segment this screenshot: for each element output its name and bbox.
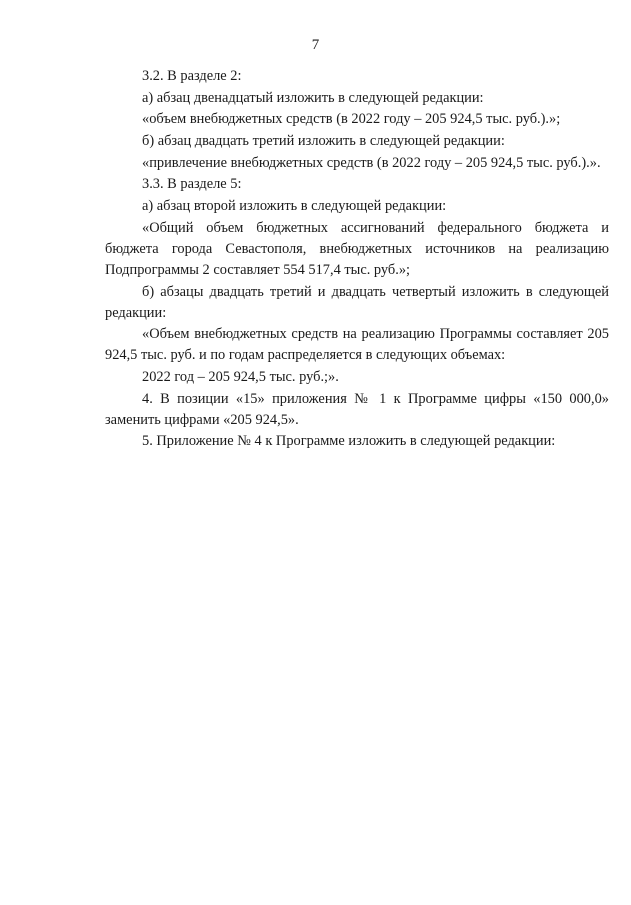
- paragraph-3-3-b: б) абзацы двадцать третий и двадцать четвертый изложить в следующей редакции:: [105, 283, 609, 321]
- paragraph-3-2: 3.2. В разделе 2:: [142, 68, 242, 84]
- paragraph-4: 4. В позиции «15» приложения № 1 к Программе цифры «150 000,0» заменить цифрами «205 924,5».: [105, 390, 609, 428]
- paragraph-3-2-b: б) абзац двадцать третий изложить в следующей редакции:: [142, 133, 505, 150]
- paragraph-3-3-b-text: «Объем внебюджетных средств на реализацию Программы составляет 205 924,5 тыс. руб. и по годам распределяется в следующих объемах:: [105, 326, 609, 364]
- paragraph-3-2-a-text: «объем внебюджетных средств (в 2022 году – 205 924,5 тыс. руб.).»;: [142, 111, 561, 128]
- paragraph-3-2-a: а) абзац двенадцатый изложить в следующей редакции:: [142, 89, 484, 106]
- paragraph-3-3-a: а) абзац второй изложить в следующей редакции:: [142, 198, 447, 215]
- paragraph-5: 5. Приложение № 4 к Программе изложить в следующей редакции:: [142, 433, 556, 450]
- paragraph-3-2-b-text: «привлечение внебюджетных средств (в 2022 году – 205 924,5 тыс. руб.).».: [142, 154, 601, 171]
- paragraph-3-3-a-text: «Общий объем бюджетных ассигнований федерального бюджета и бюджета города Севастополя, внебюджетных источников на реализацию Подпрограммы 2 составляет 554 517,4 тыс. руб.»;: [105, 219, 609, 278]
- paragraph-3-3-b-year: 2022 год – 205 924,5 тыс. руб.;».: [142, 368, 339, 385]
- document-body: [105, 66, 609, 453]
- page-number: 7: [311, 37, 320, 53]
- paragraph-3-3: 3.3. В разделе 5:: [142, 176, 242, 193]
